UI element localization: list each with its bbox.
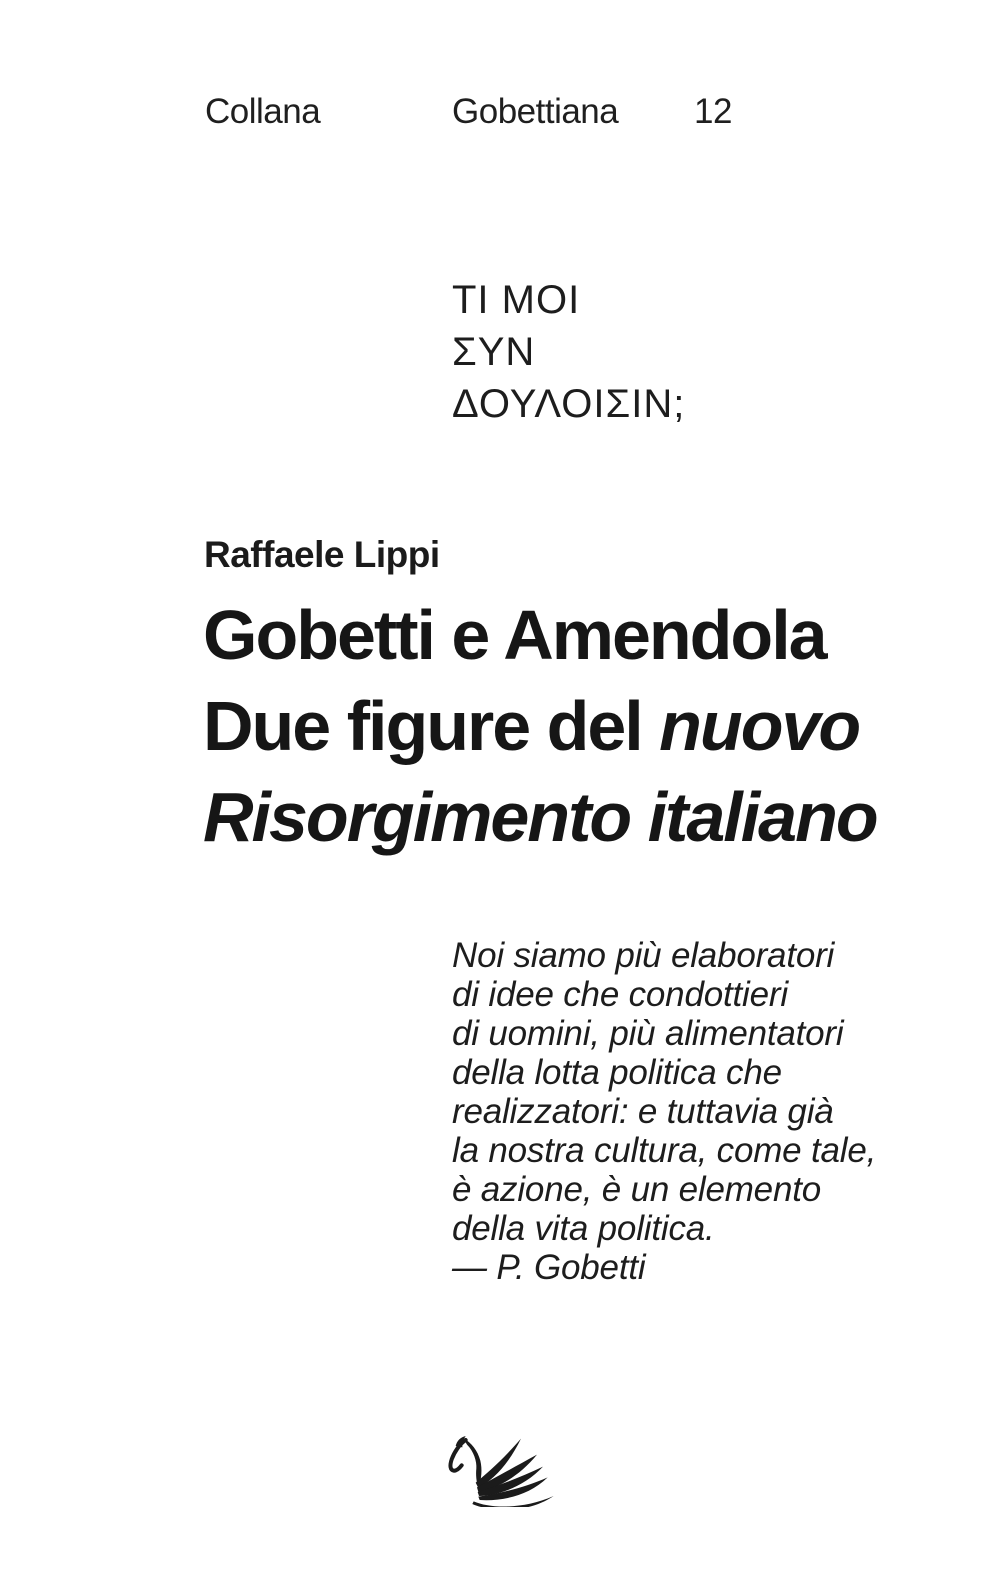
quote-line: di uomini, più alimentatori bbox=[452, 1014, 844, 1053]
greek-epigraph bbox=[452, 274, 685, 430]
series-label: Collana bbox=[205, 92, 321, 131]
book-title-line1: Gobetti e Amendola bbox=[203, 596, 826, 674]
series-title: Gobettiana bbox=[452, 92, 619, 131]
quote-line: di idee che condottieri bbox=[452, 975, 788, 1014]
author-name: Raffaele Lippi bbox=[204, 534, 440, 575]
book-title-line3-italic: Risorgimento italiano bbox=[203, 778, 877, 856]
greek-epigraph-line: ΔΟΥΛΟΙΣΙΝ; bbox=[452, 382, 686, 426]
greek-epigraph-line: ΤΙ ΜΟΙ bbox=[452, 278, 581, 322]
series-number: 12 bbox=[694, 92, 732, 131]
quote-line: la nostra cultura, come tale, bbox=[452, 1131, 877, 1170]
quote-line: è azione, è un elemento bbox=[452, 1170, 822, 1209]
book-title-line2-plain: Due figure del bbox=[203, 687, 660, 765]
book-title bbox=[203, 590, 877, 863]
quote-attribution: — P. Gobetti bbox=[452, 1248, 646, 1287]
quote-line: della vita politica. bbox=[452, 1209, 715, 1248]
quote-line: Noi siamo più elaboratori bbox=[452, 936, 835, 975]
pegasus-logo-icon bbox=[447, 1433, 557, 1507]
greek-epigraph-line: ΣΥΝ bbox=[452, 330, 536, 374]
quote-line: della lotta politica che bbox=[452, 1053, 782, 1092]
book-title-line2-italic: nuovo bbox=[659, 687, 860, 765]
quote-line: realizzatori: e tuttavia già bbox=[452, 1092, 834, 1131]
epigraph-quote bbox=[452, 936, 876, 1287]
series-header bbox=[0, 92, 1000, 132]
